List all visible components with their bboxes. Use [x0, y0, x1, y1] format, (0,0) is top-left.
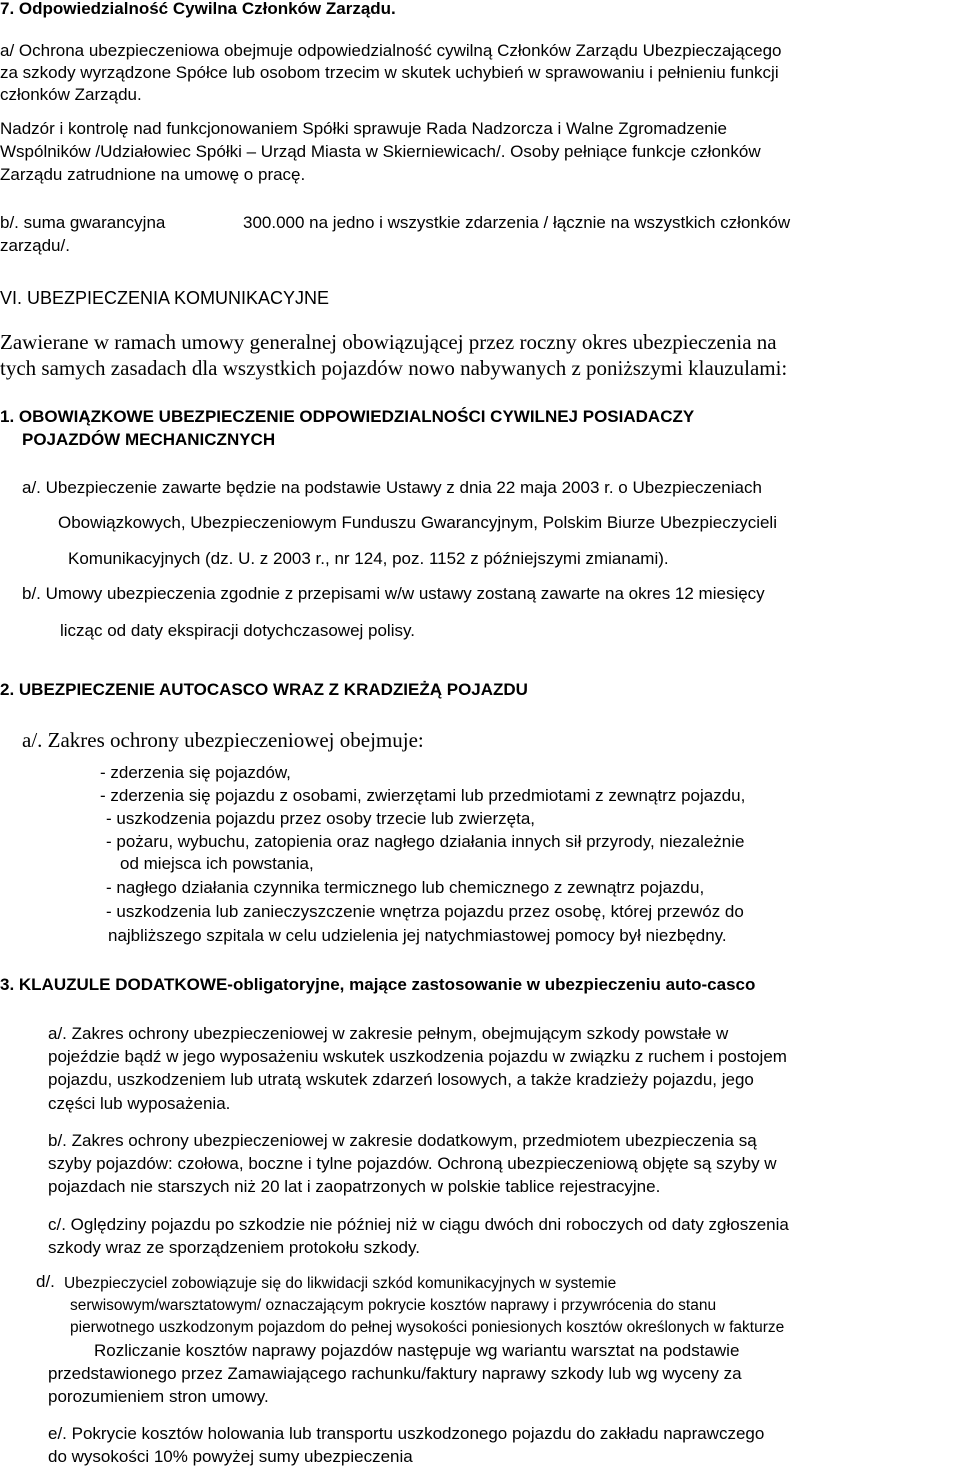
- s7-b-label: b/. suma gwarancyjna: [0, 213, 166, 232]
- oc-heading-line-2: POJAZDÓW MECHANICZNYCH: [22, 430, 276, 449]
- s6-intro-line-1: Zawierane w ramach umowy generalnej obowiązującej przez roczny okres ubezpieczenia na: [0, 330, 777, 354]
- k3-d-line-2: serwisowym/warsztatowym/ oznaczającym pokrycie kosztów naprawy i przywrócenia do stanu: [70, 1297, 717, 1314]
- ac-a-label: a/. Zakres ochrony ubezpieczeniowej obejmuje:: [22, 728, 424, 752]
- oc-b-line-2: licząc od daty ekspiracji dotychczasowej polisy.: [60, 621, 415, 640]
- s7-nadzor-text-1: Nadzór i kontrolę nad funkcjonowaniem Spółki sprawuje Rada Nadzorcza i Walne Zgromadzenie: [0, 119, 727, 138]
- k3-d2-line-2: przedstawionego przez Zamawiającego rachunku/faktury naprawy szkody lub wg wyceny za: [48, 1364, 742, 1383]
- oc-a-line-3: Komunikacyjnych (dz. U. z 2003 r., nr 124, poz. 1152 z późniejszymi zmianami).: [68, 549, 669, 568]
- oc-b-line-1: b/. Umowy ubezpieczenia zgodnie z przepisami w/w ustawy zostaną zawarte na okres 12 miesięcy: [22, 584, 765, 603]
- k3-a-line-1: a/. Zakres ochrony ubezpieczeniowej w zakresie pełnym, obejmującym szkody powstałe w: [48, 1024, 729, 1043]
- ac-item-4-cont: od miejsca ich powstania,: [120, 854, 314, 873]
- ac-item-3: - uszkodzenia pojazdu przez osoby trzecie lub zwierzęta,: [106, 809, 535, 828]
- k3-e-line-2: do wysokości 10% powyżej sumy ubezpieczenia: [48, 1447, 413, 1466]
- s7-b-value: 300.000 na jedno i wszystkie zdarzenia / łącznie na wszystkich członków: [243, 213, 791, 232]
- ac-item-5: - nagłego działania czynnika termicznego lub chemicznego z zewnątrz pojazdu,: [106, 878, 705, 897]
- s6-intro-line-2: tych samych zasadach dla wszystkich pojazdów nowo nabywanych z poniższymi klauzulami:: [0, 356, 788, 380]
- ac-heading: 2. UBEZPIECZENIE AUTOCASCO WRAZ Z KRADZIEŻĄ POJAZDU: [0, 680, 528, 699]
- oc-heading-line-1: 1. OBOWIĄZKOWE UBEZPIECZENIE ODPOWIEDZIALNOŚCI CYWILNEJ POSIADACZY: [0, 407, 695, 426]
- s7-nadzor-line-2: Wspólników /Udziałowiec Spółki – Urząd Miasta w Skierniewicach/. Osoby pełniące funkcje członków: [0, 142, 761, 161]
- k3-e-line-1: e/. Pokrycie kosztów holowania lub transportu uszkodzonego pojazdu do zakładu naprawczego: [48, 1424, 765, 1443]
- k3-b-line-2: szyby pojazdów: czołowa, boczne i tylne pojazdów. Ochroną ubezpieczeniową objęte są szyby w: [48, 1154, 777, 1173]
- section-vi-heading: VI. UBEZPIECZENIA KOMUNIKACYJNE: [0, 288, 330, 308]
- ac-item-6-cont: najbliższego szpitala w celu udzielenia jej natychmiastowej pomocy był niezbędny.: [108, 926, 727, 945]
- s7-a-line-3: członków Zarządu.: [0, 85, 142, 104]
- s7-nadzor-line-1: [0, 118, 956, 139]
- oc-a-line-2: Obowiązkowych, Ubezpieczeniowym Funduszu Gwarancyjnym, Polskim Biurze Ubezpieczycieli: [58, 513, 777, 532]
- k3-d2-line-3: porozumieniem stron umowy.: [48, 1387, 269, 1406]
- k3-b-line-1: b/. Zakres ochrony ubezpieczeniowej w zakresie dodatkowym, przedmiotem ubezpieczenia są: [48, 1131, 757, 1150]
- ac-item-2: - zderzenia się pojazdu z osobami, zwierzętami lub przedmiotami z zewnątrz pojazdu,: [100, 786, 746, 805]
- k3-d-line-3: pierwotnego uszkodzonym pojazdom do pełnej wysokości poniesionych kosztów określonych w fakturze: [70, 1319, 785, 1336]
- k3-a-line-3: pojazdu, uszkodzeniem lub utratą wskutek zdarzeń losowych, a także kradzieży pojazdu, jego: [48, 1070, 754, 1089]
- s7-a-line-2: za szkody wyrządzone Spółce lub osobom trzecim w skutek uchybień w sprawowaniu i pełnieniu funkcji: [0, 63, 779, 82]
- k3-a-line-2: pojeździe bądź w jego wyposażeniu wskutek uszkodzenia pojazdu w związku z ruchem i postojem: [48, 1047, 787, 1066]
- ac-item-6: - uszkodzenia lub zanieczyszczenie wnętrza pojazdu przez osobę, której przewóz do: [106, 902, 744, 921]
- k3-d-line-1: Ubezpieczyciel zobowiązuje się do likwidacji szkód komunikacyjnych w systemie: [64, 1275, 617, 1292]
- section-7-heading: 7. Odpowiedzialność Cywilna Członków Zarządu.: [0, 0, 396, 18]
- k3-d2-line-1: Rozliczanie kosztów naprawy pojazdów następuje wg wariantu warsztat na podstawie: [94, 1341, 740, 1360]
- ac-item-4: - pożaru, wybuchu, zatopienia oraz nagłego działania innych sił przyrody, niezależnie: [106, 832, 745, 851]
- s7-b-continuation: zarządu/.: [0, 236, 70, 255]
- oc-a-line-1: a/. Ubezpieczenie zawarte będzie na podstawie Ustawy z dnia 22 maja 2003 r. o Ubezpieczeniach: [22, 478, 762, 497]
- k3-heading: 3. KLAUZULE DODATKOWE-obligatoryjne, mające zastosowanie w ubezpieczeniu auto-casco: [0, 975, 756, 994]
- k3-b-line-3: pojazdach nie starszych niż 20 lat i zaopatrzonych w polskie tablice rejestracyjne.: [48, 1177, 661, 1196]
- k3-a-line-4: części lub wyposażenia.: [48, 1094, 231, 1113]
- ac-item-1: - zderzenia się pojazdów,: [100, 763, 291, 782]
- k3-d-label: d/.: [36, 1272, 55, 1291]
- s7-nadzor-line-3: Zarządu zatrudnione na umowę o pracę.: [0, 165, 306, 184]
- k3-c-line-1: c/. Oględziny pojazdu po szkodzie nie później niż w ciągu dwóch dni roboczych od daty zgłoszenia: [48, 1215, 789, 1234]
- k3-c-line-2: szkody wraz ze sporządzeniem protokołu szkody.: [48, 1238, 420, 1257]
- s7-a-line-1: a/ Ochrona ubezpieczeniowa obejmuje odpowiedzialność cywilną Członków Zarządu Ubezpieczającego: [0, 41, 782, 60]
